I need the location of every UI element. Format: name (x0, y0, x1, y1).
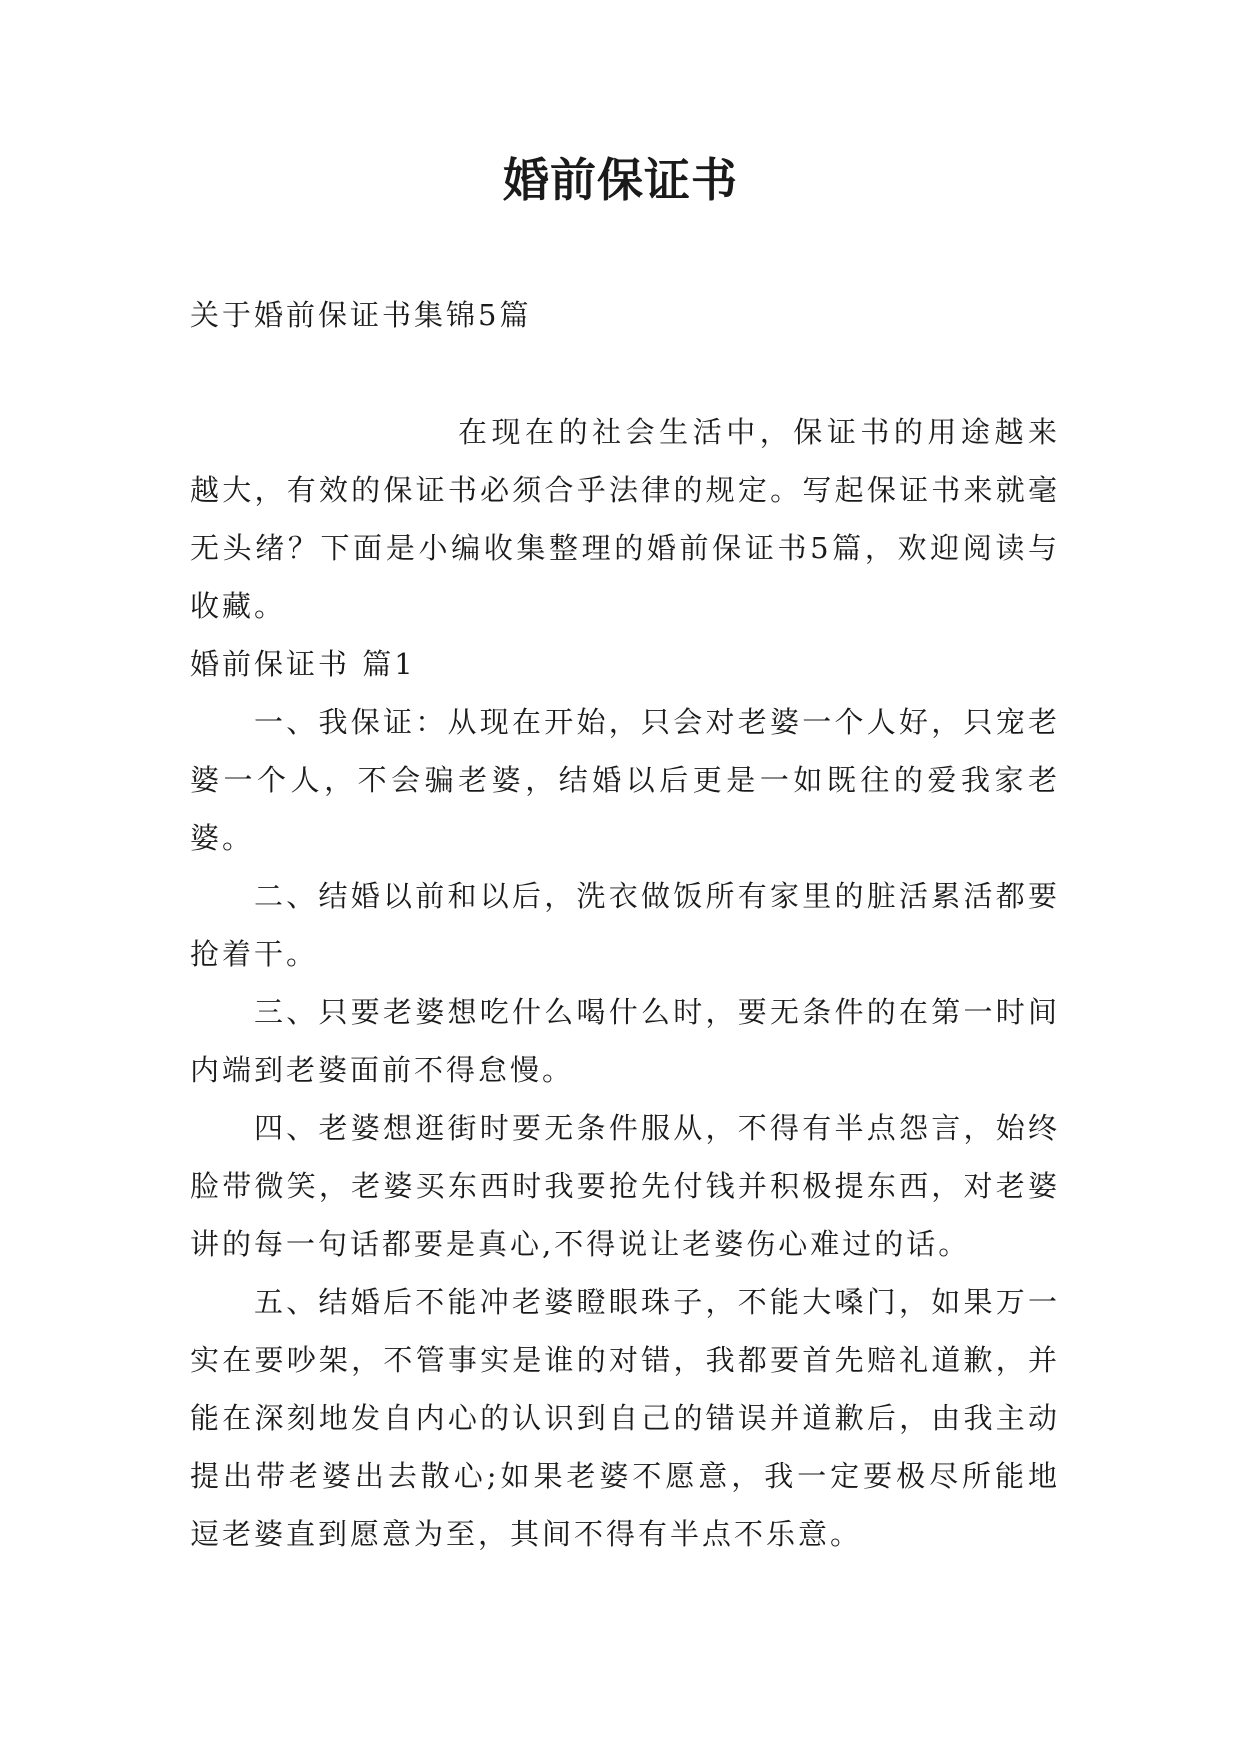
section-heading: 婚前保证书 篇1 (190, 647, 416, 681)
pledge-item-2: 二、结婚以前和以后，洗衣做饭所有家里的脏活累活都要抢着干。 (190, 879, 1060, 971)
document-subtitle: 关于婚前保证书集锦5篇 (190, 298, 532, 332)
document-title: 婚前保证书 (503, 153, 738, 207)
intro-paragraph: 在现在的社会生活中，保证书的用途越来越大，有效的保证书必须合乎法律的规定。写起保证书来就毫无头绪？下面是小编收集整理的婚前保证书5篇，欢迎阅读与收藏。 (190, 415, 1060, 623)
pledge-item-3: 三、只要老婆想吃什么喝什么时，要无条件的在第一时间内端到老婆面前不得怠慢。 (190, 995, 1060, 1087)
pledge-item-1: 一、我保证：从现在开始，只会对老婆一个人好，只宠老婆一个人，不会骗老婆，结婚以后更是一如既往的爱我家老婆。 (190, 705, 1060, 855)
pledge-item-4: 四、老婆想逛街时要无条件服从，不得有半点怨言，始终脸带微笑，老婆买东西时我要抢先付钱并积极提东西，对老婆讲的每一句话都要是真心,不得说让老婆伤心难过的话。 (190, 1111, 1060, 1261)
pledge-list (190, 693, 1060, 1563)
pledge-item-5: 五、结婚后不能冲老婆瞪眼珠子，不能大嗓门，如果万一实在要吵架，不管事实是谁的对错，我都要首先赔礼道歉，并能在深刻地发自内心的认识到自己的错误并道歉后，由我主动提出带老婆出去散心;如果老婆不愿意，我一定要极尽所能地逗老婆直到愿意为至，其间不得有半点不乐意。 (190, 1285, 1060, 1551)
